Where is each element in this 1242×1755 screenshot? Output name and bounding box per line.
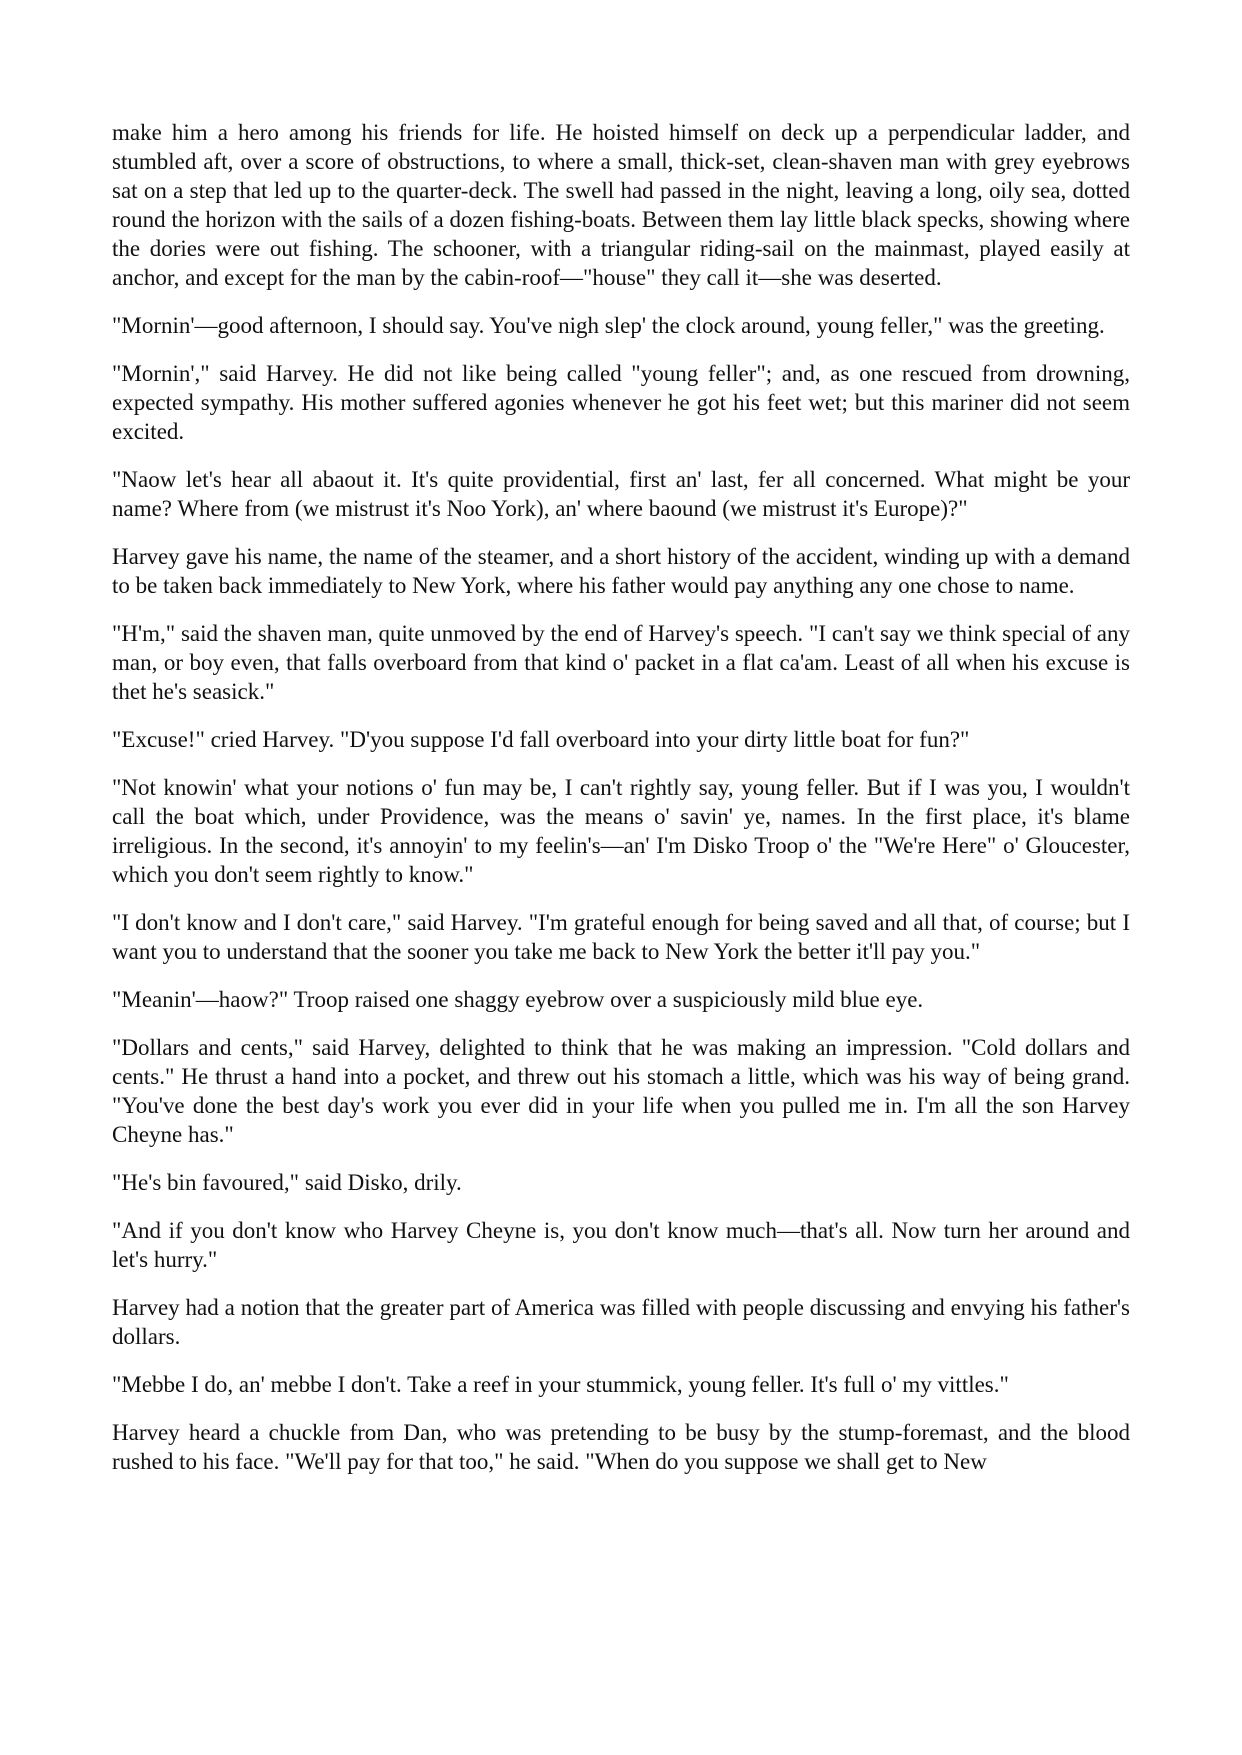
paragraph: "Naow let's hear all abaout it. It's quite providential, first an' last, fer all concerned. What might be your name? Where from (we mistrust it's Noo York), an' where baound (we mistrust it's Europe)?" xyxy=(112,467,1130,521)
paragraph: "Mornin'—good afternoon, I should say. You've nigh slep' the clock around, young feller," was the greeting. xyxy=(112,313,1105,338)
paragraph: Harvey gave his name, the name of the steamer, and a short history of the accident, winding up with a demand to be taken back immediately to New York, where his father would pay anything any one chose to name. xyxy=(112,544,1130,598)
paragraph: "And if you don't know who Harvey Cheyne is, you don't know much—that's all. Now turn her around and let's hurry." xyxy=(112,1218,1130,1272)
paragraph: "Mornin'," said Harvey. He did not like being called "young feller"; and, as one rescued from drowning, expected sympathy. His mother suffered agonies whenever he got his feet wet; but this mariner did not seem excited. xyxy=(112,361,1130,444)
paragraph: "H'm," said the shaven man, quite unmoved by the end of Harvey's speech. "I can't say we think special of any man, or boy even, that falls overboard from that kind o' packet in a flat ca'am. Least of all when his excuse is thet he's seasick." xyxy=(112,621,1130,704)
document-page xyxy=(112,118,1130,1495)
paragraph: Harvey heard a chuckle from Dan, who was pretending to be busy by the stump-foremast, and the blood rushed to his face. "We'll pay for that too," he said. "When do you suppose we shall get to New xyxy=(112,1420,1130,1474)
paragraph: "Mebbe I do, an' mebbe I don't. Take a reef in your stummick, young feller. It's full o' my vittles." xyxy=(112,1372,1009,1397)
paragraph: Harvey had a notion that the greater part of America was filled with people discussing and envying his father's dollars. xyxy=(112,1295,1130,1349)
paragraph: "Not knowin' what your notions o' fun may be, I can't rightly say, young feller. But if I was you, I wouldn't call the boat which, under Providence, was the means o' savin' ye, names. In the first place, it's blame irreligious. In the second, it's annoyin' to my feelin's—an' I'm Disko Troop o' the "We're Here" o' Gloucester, which you don't seem rightly to know." xyxy=(112,775,1130,887)
paragraph: "Dollars and cents," said Harvey, delighted to think that he was making an impression. "Cold dollars and cents." He thrust a hand into a pocket, and threw out his stomach a little, which was his way of being grand. "You've done the best day's work you ever did in your life when you pulled me in. I'm all the son Harvey Cheyne has." xyxy=(112,1035,1130,1147)
paragraph: make him a hero among his friends for life. He hoisted himself on deck up a perpendicular ladder, and stumbled aft, over a score of obstructions, to where a small, thick-set, clean-shaven man with grey eyebrows sat on a step that led up to the quarter-deck. The swell had passed in the night, leaving a long, oily sea, dotted round the horizon with the sails of a dozen fishing-boats. Between them lay little black specks, showing where the dories were out fishing. The schooner, with a triangular riding-sail on the mainmast, played easily at anchor, and except for the man by the cabin-roof—"house" they call it—she was deserted. xyxy=(112,120,1130,290)
paragraph: "I don't know and I don't care," said Harvey. "I'm grateful enough for being saved and all that, of course; but I want you to understand that the sooner you take me back to New York the better it'll pay you." xyxy=(112,910,1130,964)
paragraph: "He's bin favoured," said Disko, drily. xyxy=(112,1170,462,1195)
paragraph: "Meanin'—haow?" Troop raised one shaggy eyebrow over a suspiciously mild blue eye. xyxy=(112,987,924,1012)
paragraph: "Excuse!" cried Harvey. "D'you suppose I'd fall overboard into your dirty little boat for fun?" xyxy=(112,727,970,752)
